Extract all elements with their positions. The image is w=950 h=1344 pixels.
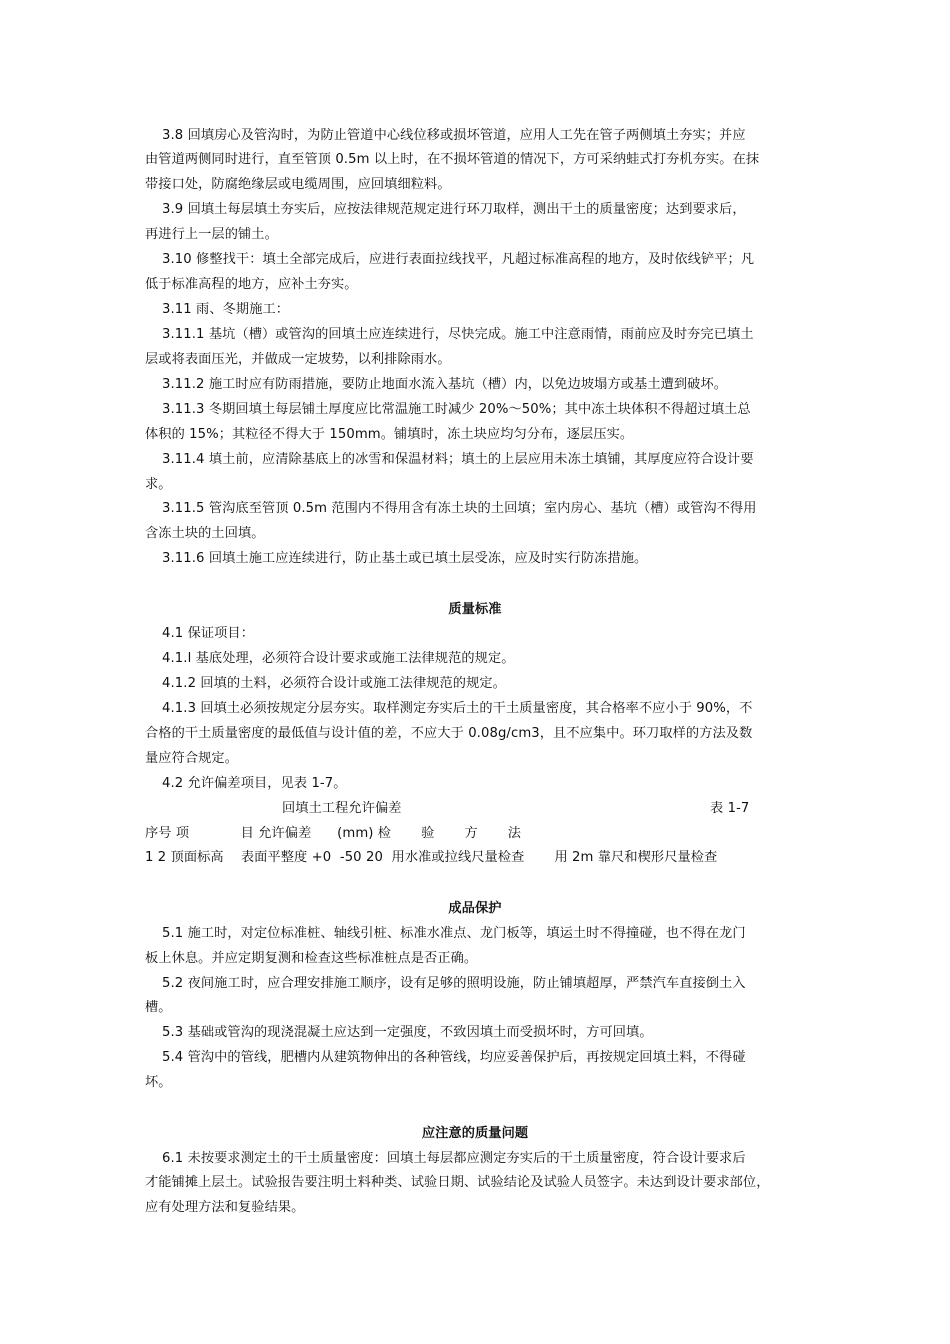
para-3-10-line1: 3.10 修整找干：填土全部完成后，应进行表面拉线找平，凡超过标准高程的地方，及时依线铲平；凡: [162, 252, 755, 267]
para-6-1-line1: 6.1 未按要求测定土的干土质量密度：回填土每层都应测定夯实后的干土质量密度，符合设计要求后: [162, 1151, 746, 1166]
heading-quality-standard: 质量标准: [448, 602, 502, 617]
table-data-row: 1 2 顶面标高 表面平整度 +0 -50 20 用水准或拉线尺量检查 用 2m 靠尺和楔形尺量检查: [145, 850, 718, 865]
para-3-11-1-line1: 3.11.1 基坑（槽）或管沟的回填土应连续进行，尽快完成。施工中注意雨情，雨前应及时夯完已填土: [162, 327, 754, 342]
para-3-11-3-line1: 3.11.3 冬期回填土每层铺土厚度应比常温施工时减少 20%～50%；其中冻土块体积不得超过填土总: [162, 402, 751, 417]
para-3-11: 3.11 雨、冬期施工：: [162, 302, 290, 317]
para-5-1-line1: 5.1 施工时，对定位标准桩、轴线引桩、标准水准点、龙门板等，填运土时不得撞碰，也不得在龙门: [162, 926, 746, 941]
para-5-2-line2: 槽。: [145, 1000, 172, 1015]
para-5-4-line1: 5.4 管沟中的管线，肥槽内从建筑物伸出的各种管线，均应妥善保护后，再按规定回填土料，不得碰: [162, 1050, 746, 1065]
heading-product-protection: 成品保护: [448, 901, 502, 916]
para-3-11-3-line2: 体积的 15%；其粒径不得大于 150mm。铺填时，冻土块应均匀分布，逐层压实。: [145, 427, 634, 442]
para-3-11-4-line1: 3.11.4 填土前，应清除基底上的冰雪和保温材料；填土的上层应用未冻土填铺，其厚度应符合设计要: [162, 452, 754, 467]
para-5-3: 5.3 基础或管沟的现浇混凝土应达到一定强度，不致因填土而受损坏时，方可回填。: [162, 1025, 653, 1040]
para-4-1-3-line1: 4.1.3 回填土必须按规定分层夯实。取样测定夯实后土的干土质量密度，其合格率不应小于 90%，不: [162, 701, 753, 716]
para-3-8-line2: 由管道两侧同时进行，直至管顶 0.5m 以上时，在不损坏管道的情况下，方可采纳蛙式打夯机夯实。在抹: [145, 152, 760, 167]
para-5-4-line2: 坏。: [145, 1075, 172, 1090]
para-3-10-line2: 低于标准高程的地方，应补土夯实。: [145, 277, 358, 292]
heading-quality-issues: 应注意的质量问题: [421, 1126, 529, 1141]
table-number: 表 1-7: [710, 801, 750, 816]
para-3-11-4-line2: 求。: [145, 477, 172, 492]
para-3-9-line1: 3.9 回填土每层填土夯实后，应按法律规范规定进行环刀取样，测出干土的质量密度；达到要求后，: [162, 202, 746, 217]
para-4-2: 4.2 允许偏差项目，见表 1-7。: [162, 776, 347, 791]
table-header-row: 序号 项 目 允许偏差 (mm) 检 验 方 法: [145, 826, 522, 841]
para-4-1-1: 4.1.l 基底处理，必须符合设计要求或施工法律规范的规定。: [162, 651, 515, 666]
para-4-1-3-line2: 合格的干土质量密度的最低值与设计值的差，不应大于 0.08g/cm3，且不应集中。环刀取样的方法及数: [145, 726, 753, 741]
para-3-11-5-line1: 3.11.5 管沟底至管顶 0.5m 范围内不得用含有冻土块的土回填；室内房心、基坑（槽）或管沟不得用: [162, 501, 757, 516]
para-6-1-line2: 才能铺摊上层土。试验报告要注明土料种类、试验日期、试验结论及试验人员签字。未达到设计要求部位，: [145, 1175, 770, 1190]
para-3-11-2: 3.11.2 施工时应有防雨措施，要防止地面水流入基坑（槽）内，以免边坡塌方或基土遭到破坏。: [162, 377, 728, 392]
para-5-2-line1: 5.2 夜间施工时，应合理安排施工顺序，设有足够的照明设施，防止铺填超厚，严禁汽车直接倒土入: [162, 976, 746, 991]
para-5-1-line2: 板上休息。并应定期复测和检查这些标准桩点是否正确。: [145, 951, 478, 966]
para-6-1-line3: 应有处理方法和复验结果。: [145, 1200, 305, 1215]
para-3-8-line1: 3.8 回填房心及管沟时，为防止管道中心线位移或损坏管道，应用人工先在管子两侧填土夯实；并应: [162, 128, 746, 143]
para-4-1-2: 4.1.2 回填的土料，必须符合设计或施工法律规范的规定。: [162, 676, 506, 691]
para-3-11-6: 3.11.6 回填土施工应连续进行，防止基土或已填土层受冻，应及时实行防冻措施。: [162, 551, 648, 566]
para-3-9-line2: 再进行上一层的铺土。: [145, 227, 278, 242]
para-3-11-5-line2: 含冻土块的土回填。: [145, 526, 265, 541]
para-3-8-line3: 带接口处，防腐绝缘层或电缆周围，应回填细粒料。: [145, 177, 451, 192]
para-4-1-3-line3: 量应符合规定。: [145, 751, 239, 766]
para-3-11-1-line2: 层或将表面压光，并做成一定坡势，以利排除雨水。: [145, 352, 451, 367]
table-title: 回填土工程允许偏差: [282, 801, 402, 816]
para-4-1: 4.1 保证项目：: [162, 626, 255, 641]
